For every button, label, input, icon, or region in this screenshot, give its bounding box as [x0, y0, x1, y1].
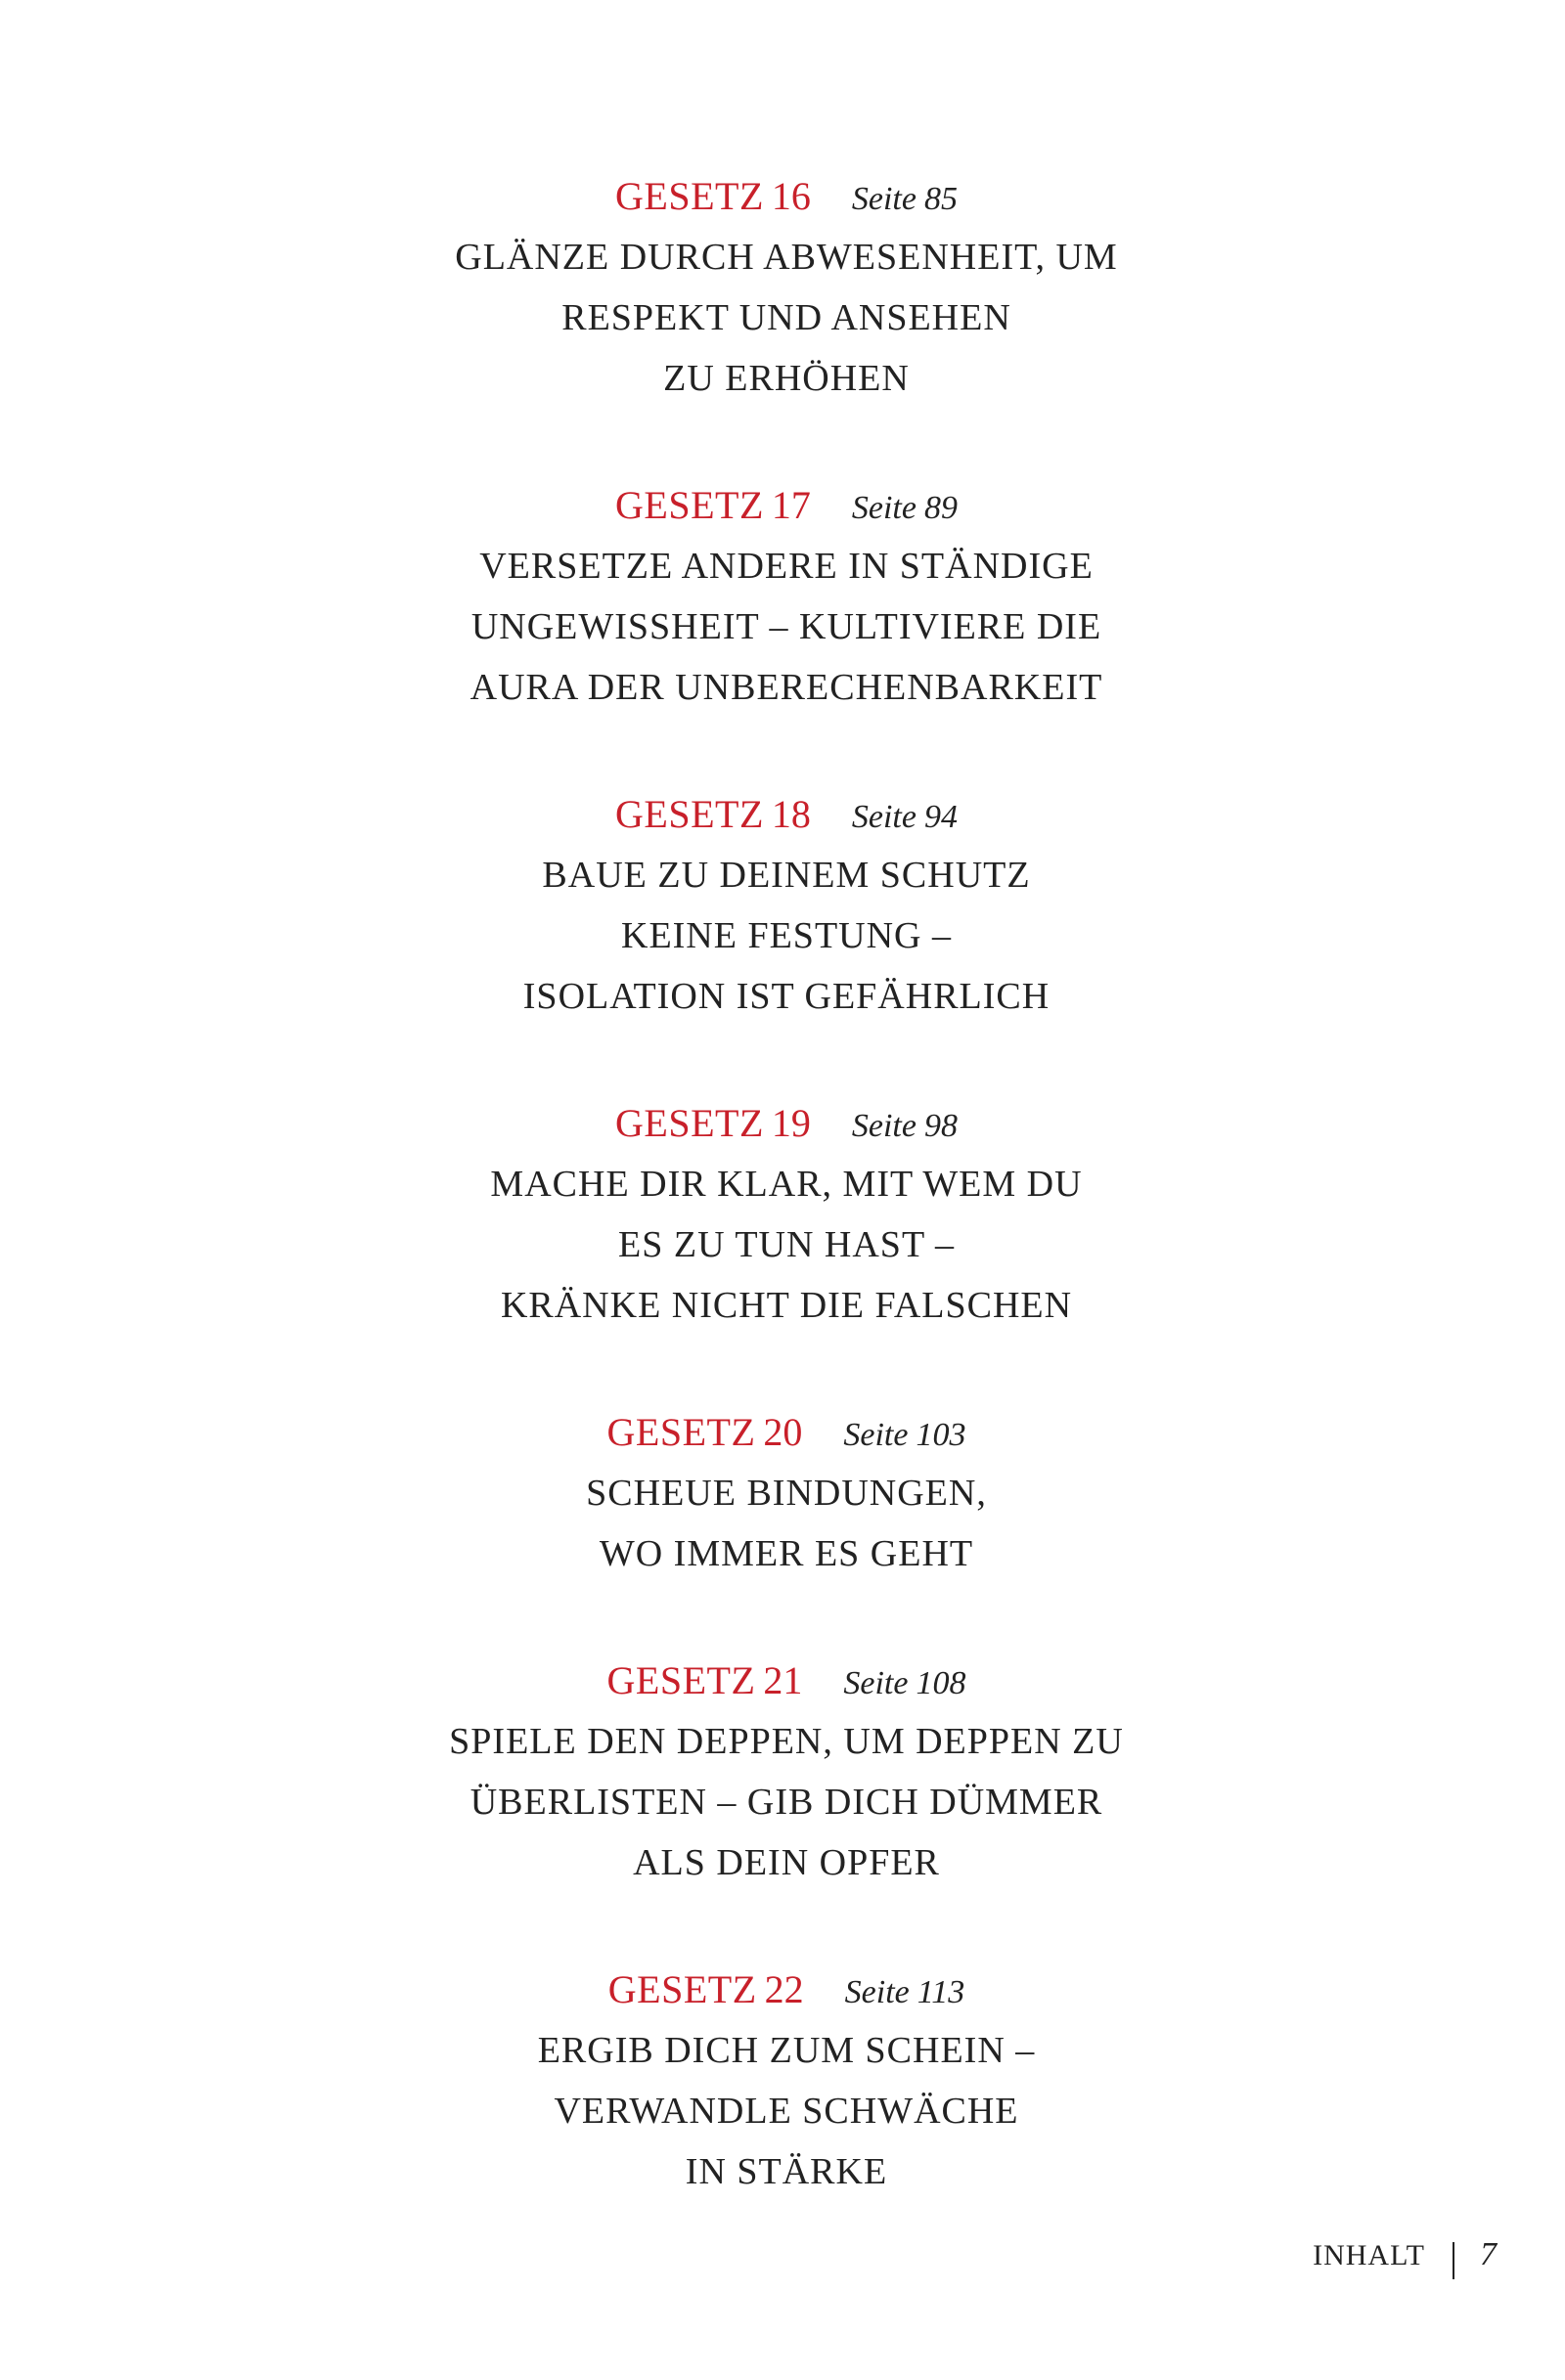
law-title-line: KEINE FESTUNG –: [621, 915, 952, 956]
law-title-line: AURA DER UNBERECHENBARKEIT: [470, 667, 1103, 708]
footer-page-number: 7: [1480, 2236, 1497, 2272]
page-label: Seite: [843, 1417, 909, 1453]
law-title-line: SPIELE DEN DEPPEN, UM DEPPEN ZU: [449, 1721, 1124, 1762]
entry-heading: [0, 475, 1565, 536]
law-title-line: GLÄNZE DURCH ABWESENHEIT, UM: [455, 237, 1118, 278]
page-label: Seite: [851, 490, 917, 526]
page-number: 85: [923, 181, 958, 217]
page-label: Seite: [851, 799, 917, 835]
toc-entry-law-16[interactable]: [0, 166, 1565, 409]
entry-heading: [0, 1960, 1565, 2020]
law-title-line: UNGEWISSHEIT – KULTIVIERE DIE: [470, 606, 1102, 647]
entry-heading: [0, 1093, 1565, 1154]
law-number: 17: [771, 483, 811, 527]
law-title-line: IN STÄRKE: [685, 2151, 888, 2192]
page-reference[interactable]: [852, 169, 958, 230]
law-label: GESETZ: [615, 483, 764, 527]
law-label: GESETZ: [607, 1967, 757, 2011]
law-number: 18: [771, 792, 811, 836]
law-number: 16: [771, 174, 811, 218]
law-number: 22: [764, 1967, 804, 2011]
law-title-line: BAUE ZU DEINEM SCHUTZ: [542, 855, 1031, 896]
footer-divider: [1453, 2242, 1454, 2279]
law-title-line: ZU ERHÖHEN: [663, 358, 910, 399]
law-number: 20: [763, 1410, 803, 1454]
toc-entry-law-19[interactable]: [0, 1093, 1565, 1336]
law-label: GESETZ: [606, 1658, 756, 1702]
toc-entry-law-18[interactable]: [0, 784, 1565, 1027]
law-title-line: ISOLATION IST GEFÄHRLICH: [522, 976, 1051, 1017]
toc-entry-law-17[interactable]: [0, 475, 1565, 718]
law-title-line: KRÄNKE NICHT DIE FALSCHEN: [500, 1285, 1073, 1326]
page-reference[interactable]: [852, 478, 958, 539]
toc-entry-law-22[interactable]: [0, 1960, 1565, 2202]
toc-entry-law-21[interactable]: [0, 1651, 1565, 1893]
law-title-line: ÜBERLISTEN – GIB DICH DÜMMER: [470, 1782, 1103, 1823]
entry-heading: [0, 784, 1565, 845]
law-title-line: ES ZU TUN HAST –: [618, 1224, 955, 1265]
law-title-line: SCHEUE BINDUNGEN,: [586, 1473, 987, 1514]
page-reference[interactable]: [852, 787, 958, 848]
law-title-line: ERGIB DICH ZUM SCHEIN –: [537, 2030, 1036, 2071]
page-number: 94: [923, 799, 958, 835]
page-label: Seite: [844, 1974, 910, 2010]
page-footer: [1313, 2229, 1497, 2280]
toc-entry-law-20[interactable]: [0, 1402, 1565, 1584]
law-title-line: ALS DEIN OPFER: [633, 1842, 940, 1883]
page-reference[interactable]: [843, 1653, 965, 1714]
page-number: 108: [916, 1665, 966, 1701]
entry-heading: [0, 1651, 1565, 1711]
section-label: INHALT: [1313, 2239, 1425, 2271]
law-number: 19: [771, 1101, 811, 1145]
law-title-line: RESPEKT UND ANSEHEN: [561, 297, 1011, 338]
law-number: 21: [763, 1658, 803, 1702]
law-title-line: VERWANDLE SCHWÄCHE: [554, 2091, 1019, 2132]
page-reference[interactable]: [852, 1096, 958, 1157]
page-number: 113: [917, 1974, 965, 2010]
page-label: Seite: [851, 181, 917, 217]
law-label: GESETZ: [615, 792, 764, 836]
table-of-contents: [0, 166, 1565, 2269]
law-label: GESETZ: [615, 1101, 764, 1145]
law-title-line: MACHE DIR KLAR, MIT WEM DU: [490, 1164, 1083, 1205]
law-title-line: VERSETZE ANDERE IN STÄNDIGE: [479, 546, 1094, 587]
law-label: GESETZ: [606, 1410, 756, 1454]
law-title-line: WO IMMER ES GEHT: [599, 1533, 974, 1574]
page-label: Seite: [851, 1108, 917, 1144]
page-number: 89: [923, 490, 958, 526]
entry-heading: [0, 1402, 1565, 1463]
entry-heading: [0, 166, 1565, 227]
page-number: 103: [916, 1417, 966, 1453]
page-reference[interactable]: [843, 1405, 965, 1466]
page-label: Seite: [843, 1665, 909, 1701]
page-number: 98: [923, 1108, 958, 1144]
law-label: GESETZ: [615, 174, 764, 218]
page-reference[interactable]: [845, 1962, 965, 2023]
